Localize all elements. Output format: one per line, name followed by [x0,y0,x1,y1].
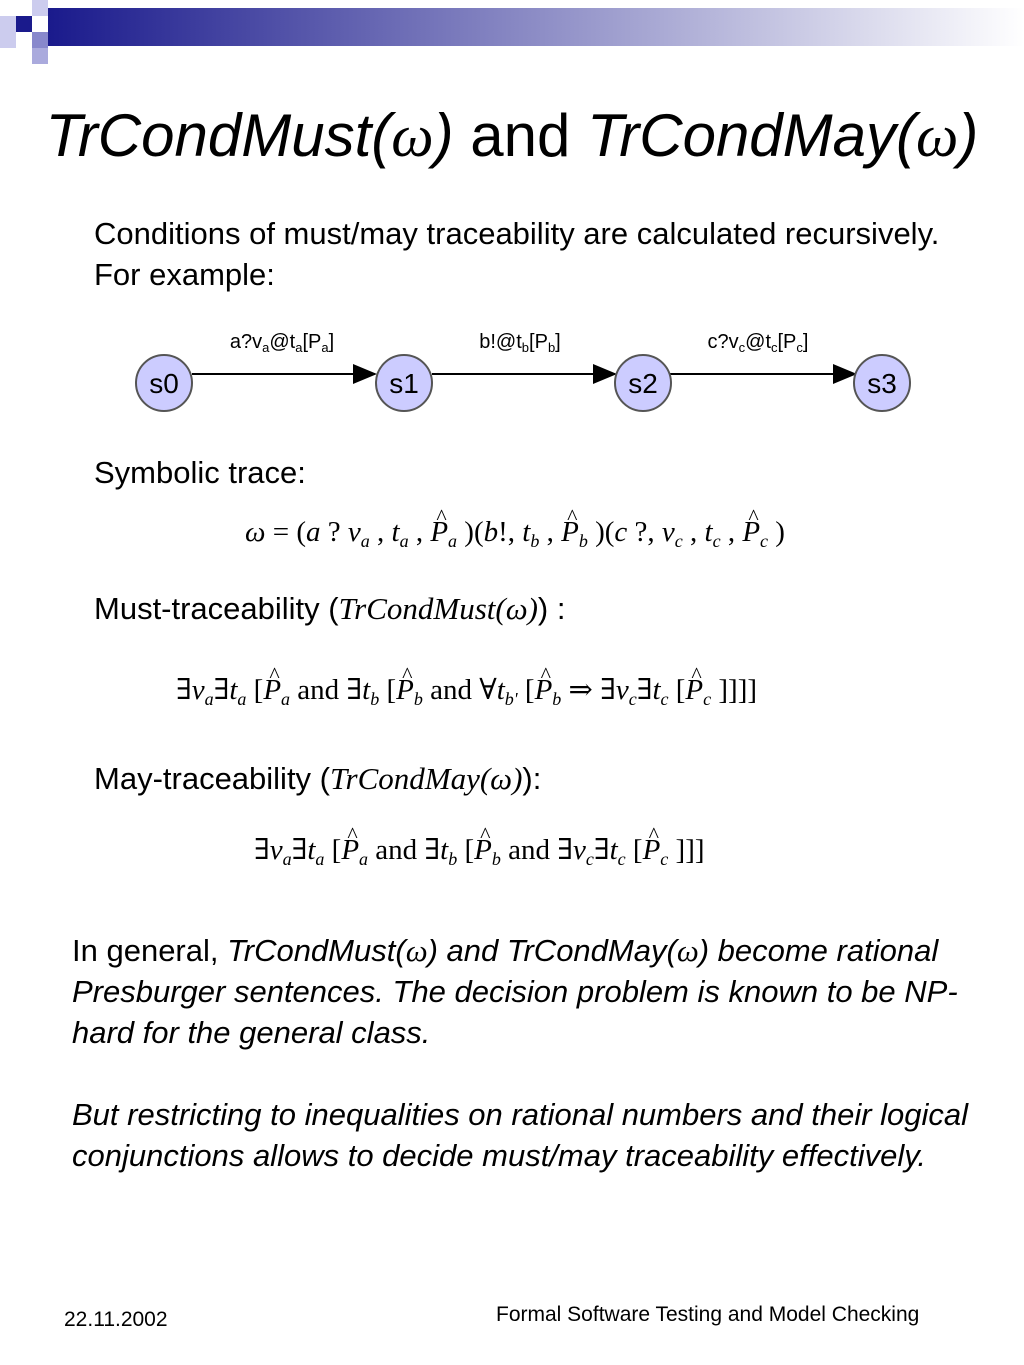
footer-date: 22.11.2002 [64,1308,168,1331]
transition-label-0: $a?v_a@t_a[P_a]$ [229,331,335,355]
header-decoration [0,0,1024,70]
intro-text: Conditions of must/may traceability are calculated recursively. For example: [94,216,940,292]
must-formula: $\exists v_a\exists t_a$ [^ $P_a$ and $\exists t_b$ [^ $P_b$ and $\forall t_{b'}$ [^ $P_b$ ⇒ $\exists v_c\exists t_c$ [^ $P_c$ ]]]] [176,670,757,710]
title-part1: TrCondMust( [45,102,392,169]
state-label-s3: s3 [867,368,897,399]
paragraph-general: In general, TrCondMust(ω) and TrCondMay(ω) become rational Presburger sentences. The decision problem is known to be NP-hard for the general class. [72,933,958,1050]
transition-label-2: $c?v_c@t_c[P_c]$ [707,331,809,355]
may-formula: $\exists v_a\exists t_a$ [^ $P_a$ and $\exists t_b$ [^ $P_b$ and $\exists v_c\exists t_c$ [^ $P_c$ ]]] [254,830,705,870]
title-close2: ) [958,102,979,169]
state-label-s2: s2 [628,368,658,399]
symbolic-trace-formula: ω = (a ? $v_a$ , $t_a$ , ^ $P_a$ )(b!, $t_b$ , ^ $P_b$ )(c ?, $v_c$ , $t_c$ , ^ $P_c$ ) [245,512,785,552]
must-label: Must-traceability (TrCondMust(ω)) : [94,591,566,626]
slide-title [0,100,1024,172]
title-and: and [453,102,588,169]
title-omega1: ω [391,103,434,169]
symbolic-trace-label: Symbolic trace: [94,455,306,490]
title-omega2: ω [916,103,959,169]
title-close1: ) [433,102,454,169]
transition-label-1: $b!@t_b[P_b]$ [479,331,561,355]
footer-course: Formal Software Testing and Model Checking [496,1303,920,1326]
state-label-s0: s0 [149,368,179,399]
title-part2: TrCondMay( [587,102,917,169]
state-label-s1: s1 [389,368,419,399]
paragraph-restriction: But restricting to inequalities on rational numbers and their logical conjunctions allows to decide must/may traceability effectively. [72,1097,969,1173]
state-diagram [0,320,1024,420]
may-label: May-traceability (TrCondMay(ω)): [94,761,542,796]
